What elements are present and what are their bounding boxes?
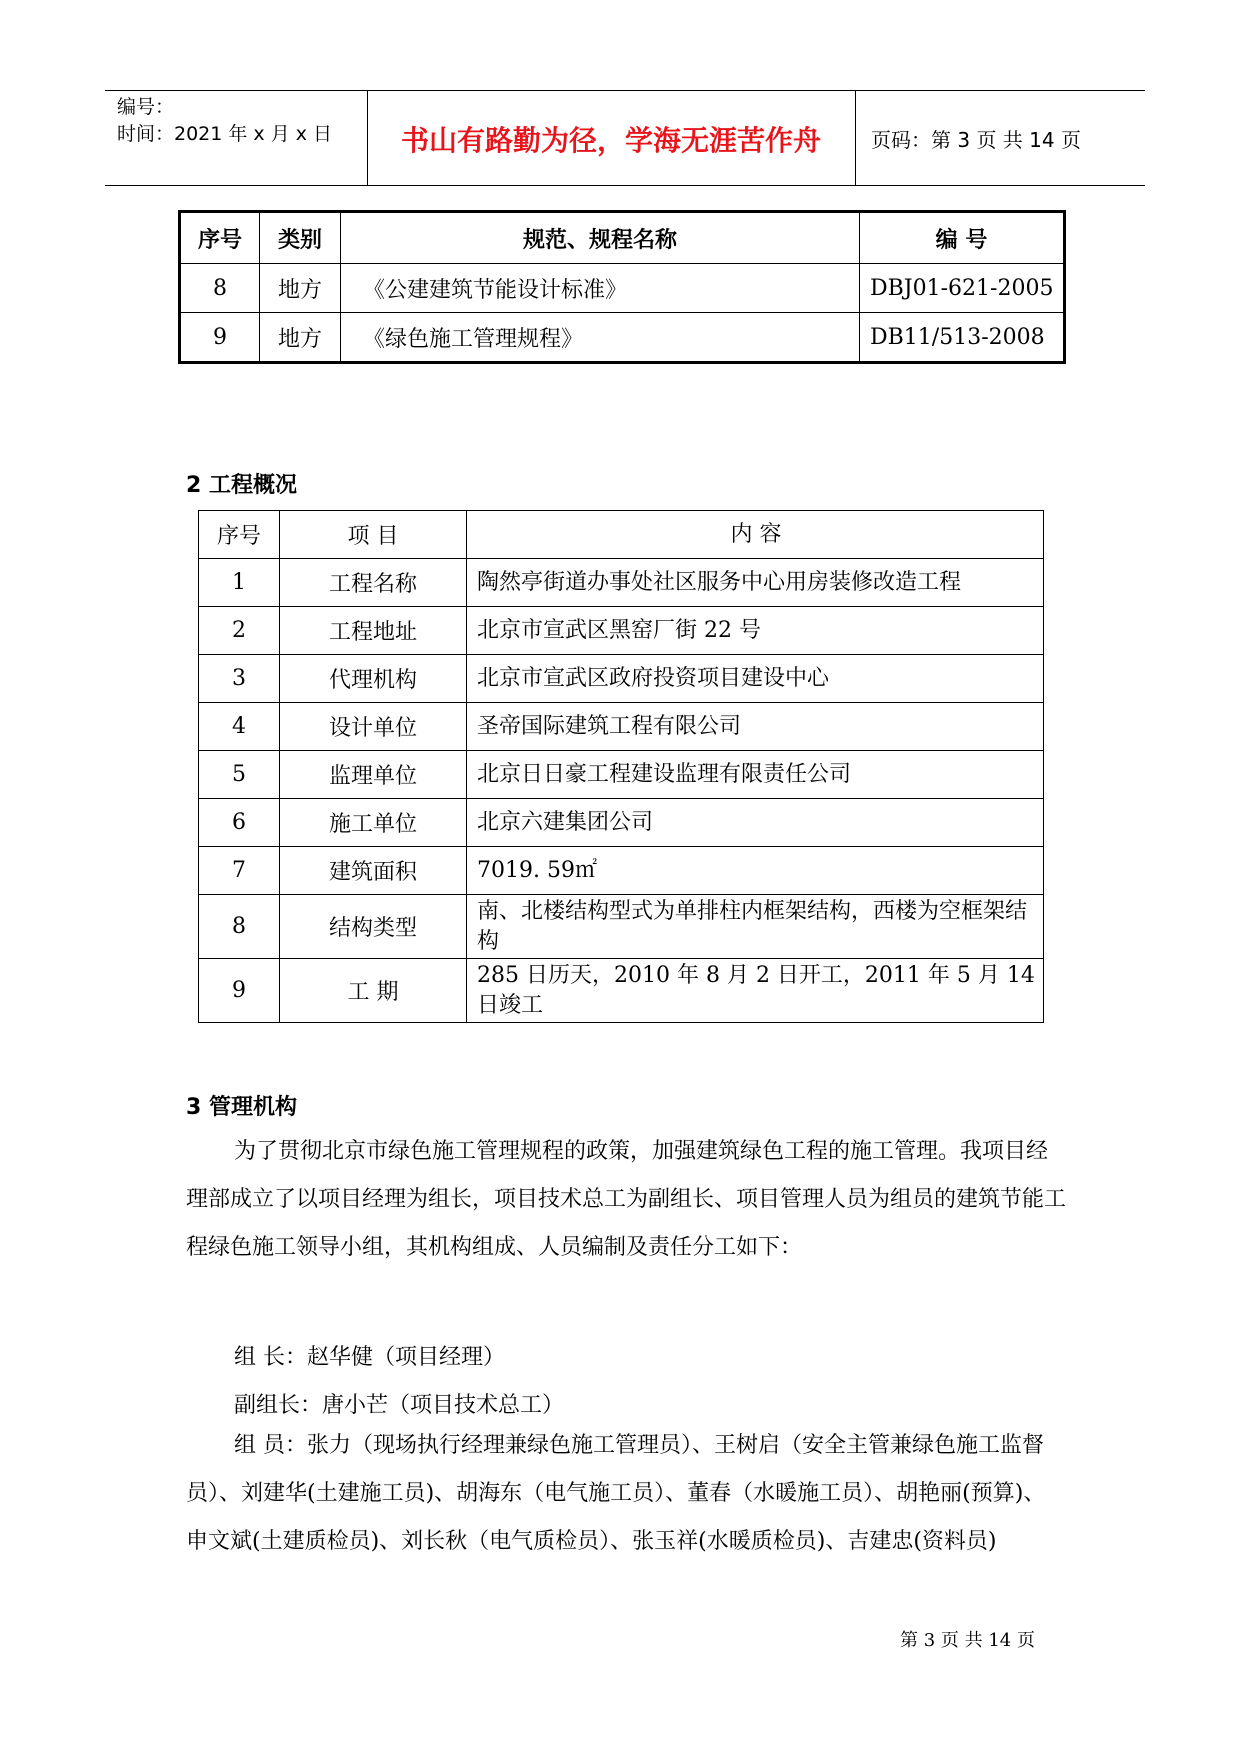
cell-index: 9 xyxy=(181,313,260,362)
cell-content: 北京市宣武区政府投资项目建设中心 xyxy=(467,655,1044,703)
cell-item: 代理机构 xyxy=(280,655,467,703)
members-text: 组 员：张力（现场执行经理兼绿色施工管理员）、王树启（安全主管兼绿色施工监督员）、刘建华(土建施工员)、胡海东（电气施工员）、董春（水暖施工员）、胡艳丽(预算)、申文斌(土建质检员)、刘长秋（电气质检员）、张玉祥(水暖质检员)、吉建忠(资料员) xyxy=(186,1433,1046,1554)
cell-index: 7 xyxy=(199,847,280,895)
standards-table-frame xyxy=(178,210,1066,364)
table-row xyxy=(199,895,1044,959)
page-footer: 第 3 页 共 14 页 xyxy=(900,1630,1035,1651)
cell-content: 北京市宣武区黑窑厂街 22 号 xyxy=(467,607,1044,655)
header-cell-category: 类别 xyxy=(260,213,341,264)
header-page-info: 页码：第 3 页 共 14 页 xyxy=(871,128,1081,152)
cell-item: 工程名称 xyxy=(280,559,467,607)
header-cell-index: 序号 xyxy=(199,511,280,559)
cell-index: 6 xyxy=(199,799,280,847)
cell-item: 监理单位 xyxy=(280,751,467,799)
page-header xyxy=(105,90,1145,186)
cell-code: DBJ01-621-2005 xyxy=(860,264,1064,313)
section-3-intro xyxy=(186,1128,1066,1272)
cell-content: 北京日日豪工程建设监理有限责任公司 xyxy=(467,751,1044,799)
cell-index: 9 xyxy=(199,959,280,1023)
table-row xyxy=(199,703,1044,751)
header-cell-code: 编 号 xyxy=(860,213,1064,264)
table-row xyxy=(199,799,1044,847)
members-paragraph xyxy=(186,1422,1066,1566)
table-row xyxy=(199,751,1044,799)
leader-line: 组 长：赵华健（项目经理） xyxy=(234,1345,505,1370)
cell-item: 工 期 xyxy=(280,959,467,1023)
cell-item: 工程地址 xyxy=(280,607,467,655)
section-3-title: 3 管理机构 xyxy=(186,1095,297,1120)
header-time-label: 时间：2021 年 x 月 x 日 xyxy=(117,123,333,145)
cell-item: 设计单位 xyxy=(280,703,467,751)
cell-index: 2 xyxy=(199,607,280,655)
cell-index: 5 xyxy=(199,751,280,799)
cell-item: 建筑面积 xyxy=(280,847,467,895)
project-overview-table xyxy=(198,510,1044,1023)
table-header-row xyxy=(199,511,1044,559)
cell-index: 1 xyxy=(199,559,280,607)
intro-text: 为了贯彻北京市绿色施工管理规程的政策，加强建筑绿色工程的施工管理。我项目经理部成立了以项目经理为组长，项目技术总工为副组长、项目管理人员为组员的建筑节能工程绿色施工领导小组，其机构组成、人员编制及责任分工如下： xyxy=(186,1139,1067,1260)
table-row xyxy=(199,559,1044,607)
cell-category: 地方 xyxy=(260,264,341,313)
table-header-row xyxy=(181,213,1064,264)
cell-content: 南、北楼结构型式为单排柱内框架结构，西楼为空框架结构 xyxy=(467,895,1044,959)
cell-name: 《绿色施工管理规程》 xyxy=(341,313,860,362)
cell-content: 陶然亭街道办事处社区服务中心用房装修改造工程 xyxy=(467,559,1044,607)
cell-code: DB11/513-2008 xyxy=(860,313,1064,362)
header-number-label: 编号： xyxy=(117,96,175,118)
deputy-line: 副组长：唐小芒（项目技术总工） xyxy=(234,1393,565,1418)
cell-item: 结构类型 xyxy=(280,895,467,959)
cell-content: 7019. 59㎡ xyxy=(467,847,1044,895)
table-row xyxy=(181,264,1064,313)
table-row xyxy=(181,313,1064,362)
cell-index: 8 xyxy=(181,264,260,313)
table-row xyxy=(199,959,1044,1023)
cell-name: 《公建建筑节能设计标准》 xyxy=(341,264,860,313)
header-cell-item: 项 目 xyxy=(280,511,467,559)
header-cell-name: 规范、规程名称 xyxy=(341,213,860,264)
header-motto: 书山有路勤为径，学海无涯苦作舟 xyxy=(400,124,821,157)
cell-item: 施工单位 xyxy=(280,799,467,847)
cell-index: 3 xyxy=(199,655,280,703)
header-cell-content: 内 容 xyxy=(467,511,1044,559)
cell-index: 8 xyxy=(199,895,280,959)
table-row xyxy=(199,607,1044,655)
cell-category: 地方 xyxy=(260,313,341,362)
cell-content: 北京六建集团公司 xyxy=(467,799,1044,847)
cell-content: 285 日历天，2010 年 8 月 2 日开工，2011 年 5 月 14 日竣工 xyxy=(467,959,1044,1023)
standards-table xyxy=(180,212,1064,362)
table-row xyxy=(199,655,1044,703)
header-divider xyxy=(855,91,856,185)
cell-index: 4 xyxy=(199,703,280,751)
section-2-title: 2 工程概况 xyxy=(186,473,297,498)
header-cell-index: 序号 xyxy=(181,213,260,264)
table-row xyxy=(199,847,1044,895)
cell-content: 圣帝国际建筑工程有限公司 xyxy=(467,703,1044,751)
